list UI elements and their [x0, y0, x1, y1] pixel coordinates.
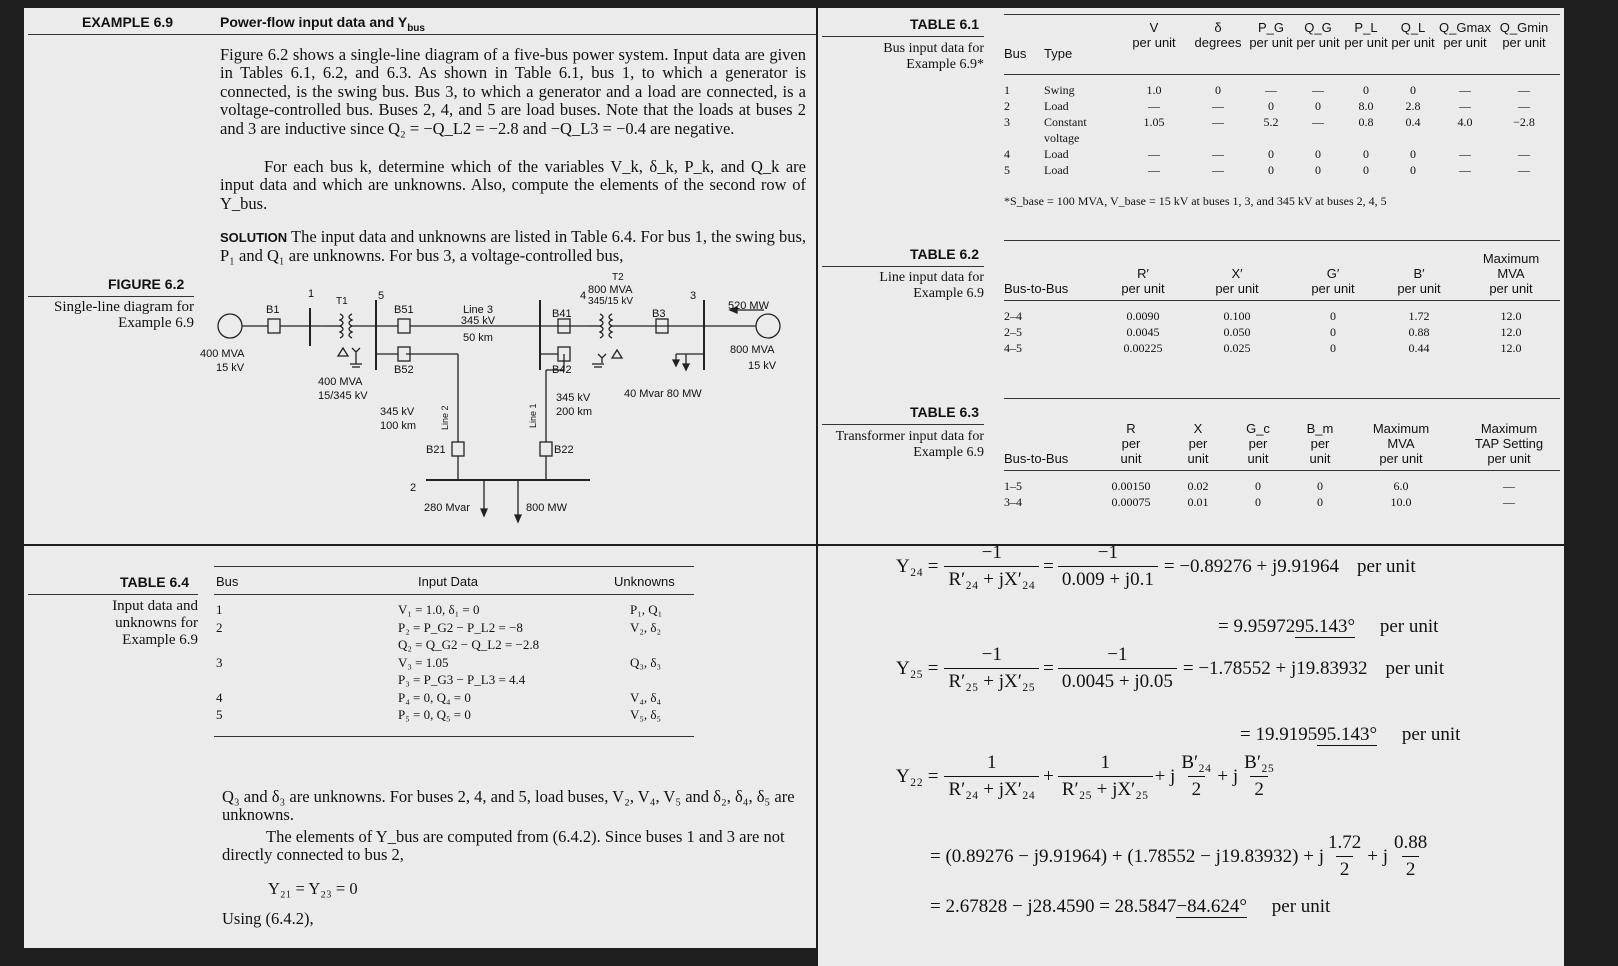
table63-header-text: per — [1121, 436, 1141, 451]
table61-header-text: P_L — [1354, 20, 1378, 35]
table64-unknowns-cell: V₅, δ₅ — [630, 707, 662, 722]
table63-header-text: Maximum — [1372, 421, 1430, 436]
table63-header-text: Maximum — [1480, 421, 1538, 436]
table63-cell: — — [1503, 495, 1515, 509]
solution-label: SOLUTION — [220, 230, 288, 245]
table61-cell: 3 — [1004, 115, 1010, 129]
table61-cell: 0 — [1315, 163, 1321, 177]
diag-p520-label: 520 MW — [728, 300, 769, 312]
table63-header-text: per — [1248, 436, 1268, 451]
table61-cell: — — [1148, 147, 1160, 161]
table61-cell: 0.4 — [1405, 115, 1421, 129]
table62-header-text: B′ — [1413, 266, 1425, 281]
table61-cell: 5.2 — [1263, 115, 1279, 129]
table61-header-text: per unit — [1344, 35, 1388, 50]
example-panel — [24, 8, 816, 544]
table61-cell: — — [1518, 83, 1530, 97]
table61-cell: Load — [1044, 99, 1069, 113]
table61-cell: 0 — [1268, 147, 1274, 161]
table61-cell: — — [1312, 115, 1324, 129]
diag-t1-rating: 400 MVA — [318, 376, 363, 388]
diag-b41-label: B41 — [552, 308, 572, 320]
table62-header-text: per unit — [1397, 281, 1441, 296]
table61-cell: 5 — [1004, 163, 1010, 177]
table64-bus-cell: 2 — [216, 619, 223, 635]
table61-cell: — — [1212, 147, 1224, 161]
continuation-text-1: Q₃ and δ₃ are unknowns. For buses 2, 4, and 5, load buses, V₂, V₄, V₅ and δ₂, δ₄, δ₅ are unknowns. — [222, 787, 795, 825]
diag-b3-label: B3 — [652, 308, 666, 320]
table62-cell: 4–5 — [1004, 341, 1022, 355]
table64-unknowns-cell: Q₃, δ₃ — [630, 654, 662, 670]
table63-caption: Transformer input data for Example 6.9 — [835, 429, 984, 460]
table61-cell: 2 — [1004, 99, 1010, 113]
eq-y25-frac2: $\frac{-1}{0.0045 + j0.05}$ — [1058, 644, 1177, 693]
table61-header-cell — [1044, 46, 1124, 61]
diag-g3-rating: 800 MVA — [730, 344, 775, 356]
table64-input-cell: V₃ = 1.05 — [398, 654, 449, 670]
eq-y25-frac1: $\frac{-1}{\text{R′₂₅ + jX′₂₅}}$ — [944, 644, 1039, 693]
table61-header-text: per unit — [1391, 35, 1435, 50]
table63-header-cell — [1290, 421, 1350, 466]
diag-b42-label: B42 — [552, 364, 572, 376]
table61-header-cell — [1390, 20, 1436, 50]
table61-cell: 1 — [1004, 83, 1010, 97]
breaker-b22-symbol — [540, 442, 552, 456]
table61-header-cell — [1124, 20, 1184, 50]
table63-header-cell — [1228, 421, 1288, 466]
diag-p800-label: 800 MW — [526, 502, 567, 514]
equations-panel — [818, 546, 1564, 966]
table64-input-cell: P₃ = P_G3 − P_L3 = 4.4 — [398, 672, 526, 687]
table63-cell: 0.02 — [1187, 479, 1209, 493]
table64-head-unknowns: Unknowns — [614, 574, 675, 589]
diag-b1-label: B1 — [266, 304, 280, 316]
table61-cell: — — [1148, 163, 1160, 177]
table62-header-cell — [1004, 281, 1094, 296]
table63-header-text: X — [1193, 421, 1203, 436]
table62-cell: 0.050 — [1223, 325, 1251, 339]
table61-header-text: degrees — [1194, 35, 1242, 50]
table63-header-text: per unit — [1487, 451, 1531, 466]
table61-cell: 0.8 — [1358, 115, 1374, 129]
table61-header-text: Q_Gmax — [1438, 20, 1491, 35]
table64-input-cell: V₁ = 1.0, δ₁ = 0 — [398, 602, 480, 617]
table63-cell: 0.00150 — [1111, 479, 1151, 493]
table62-header-cell — [1464, 251, 1558, 296]
table62-cell: 2–4 — [1004, 309, 1022, 323]
example-title: Power-flow input data and $Y_{bus}$ — [220, 14, 425, 34]
table62-header-text: per unit — [1121, 281, 1165, 296]
table62-cell: 1.72 — [1408, 309, 1430, 323]
table61-header-text: δ — [1214, 20, 1222, 35]
table61-cell: — — [1212, 99, 1224, 113]
table61-cell: — — [1518, 147, 1530, 161]
eq-y24-polar: = 9.9597295.143° per unit — [1218, 616, 1439, 637]
title-rule — [28, 34, 816, 35]
table61-cell: Constant voltage — [1044, 115, 1087, 145]
table61-cell: 0 — [1268, 99, 1274, 113]
diag-line1-label: Line 1 — [528, 403, 538, 428]
table63-header-text: per — [1310, 436, 1330, 451]
table61-header-text: Q_Gmin — [1499, 20, 1549, 35]
table61-header-cell — [1436, 20, 1494, 50]
intro-paragraph: Figure 6.2 shows a single-line diagram of a five-bus power system. Input data are given in Tables 6.1, 6.2, and 6.3. As shown in Table 6.1, bus 1, to which a generator is connected, is the swing bus. Bus 3, to which a generator and a load are connected, is a voltage-controlled bus. Buses 2, 4, and 5 are load buses. Note that the loads at buses 2 and 3 are inductive since Q₂ = −Q_L2 = −2.8 and −Q_L3 = −0.4 are negative. — [220, 45, 806, 138]
table62-cell: 2–5 — [1004, 325, 1022, 339]
diag-line1-voltage: 345 kV — [556, 392, 591, 404]
diag-g1-rating: 400 MVA — [200, 348, 245, 360]
diag-t2-rating: 800 MVA — [588, 284, 633, 296]
table62-header-text: Bus-to-Bus — [1004, 281, 1069, 296]
table64-head-bus: Bus — [216, 574, 239, 589]
table61-cell: — — [1459, 163, 1471, 177]
diag-q280-label: 280 Mvar — [424, 502, 470, 514]
table64-unknowns-cell: P₁, Q₁ — [630, 602, 663, 617]
figure-rule — [28, 296, 194, 297]
diag-line2-length: 100 km — [380, 420, 417, 432]
table61-cell: 0 — [1315, 99, 1321, 113]
generator-1-symbol — [218, 314, 242, 338]
diag-line2-label: Line 2 — [440, 405, 450, 430]
table61-header-text: Q_L — [1400, 20, 1426, 35]
eq-y22-row: Y₂₂ = $\frac{1}{\text{R′₂₄ + jX′₂₄}}$ + $\frac{1}{\text{R′₂₅ + jX′₂₅}}$ + j $\frac{\text{B′₂₄}}{2}$ + j $\frac{\text{B′₂₅}}{2}$ — [896, 752, 1278, 801]
table61-cell: Swing — [1044, 83, 1075, 97]
table63-label: TABLE 6.3 — [910, 404, 979, 420]
table61-header-text: Bus — [1004, 46, 1027, 61]
table61-cell: 0 — [1363, 163, 1369, 177]
table61-header-text: V — [1149, 20, 1159, 35]
table62-cell: 0 — [1330, 325, 1336, 339]
diag-t1-label: T1 — [336, 296, 348, 307]
single-line-diagram — [200, 270, 800, 540]
table62-header-text: per unit — [1215, 281, 1259, 296]
table62-header-cell — [1376, 266, 1462, 296]
table61-cell: −2.8 — [1513, 115, 1535, 129]
table62-cell: 0.44 — [1408, 341, 1430, 355]
table62-cell: 0 — [1330, 309, 1336, 323]
table63-header-text: unit — [1309, 451, 1331, 466]
table61-cell: Load — [1044, 163, 1069, 177]
table62-header-text: per unit — [1489, 281, 1533, 296]
table61-header-text: Type — [1044, 46, 1073, 61]
table61-cell: — — [1518, 99, 1530, 113]
table63-cell: 0 — [1255, 479, 1261, 493]
table63-cell: 3–4 — [1004, 495, 1022, 509]
table61-cell: — — [1212, 163, 1224, 177]
diag-bus1-label: 1 — [308, 288, 315, 300]
eq-y25-row: Y₂₅ = $\frac{-1}{\text{R′₂₅ + jX′₂₅}}$ = $\frac{-1}{0.0045 + j0.05}$ = −1.78552 + j19.83932 per unit — [896, 644, 1445, 692]
eq-y22-result: = 2.67828 − j28.4590 = 28.5847−84.624° per unit — [930, 896, 1331, 917]
table62-cell: 12.0 — [1500, 325, 1522, 339]
eq-y22-frac2: $\frac{1}{\text{R′₂₅ + jX′₂₅}}$ — [1058, 752, 1153, 801]
table61-cell: 0 — [1268, 163, 1274, 177]
table61-header-row — [1004, 20, 1560, 72]
diag-b52-label: B52 — [394, 364, 414, 376]
diag-b22-label: B22 — [554, 444, 574, 456]
table61-label: TABLE 6.1 — [910, 16, 979, 32]
table61-caption: Bus input data for Example 6.9* — [883, 41, 984, 72]
eq-y24-row: Y₂₄ = $\frac{-1}{\text{R′₂₄ + jX′₂₄}}$ = $\frac{-1}{0.009 + j0.1}$ = −0.89276 + j9.91964 per unit — [896, 546, 1416, 591]
table61-cell: — — [1518, 163, 1530, 177]
table61-header-cell — [1248, 20, 1294, 50]
table61-cell: — — [1459, 147, 1471, 161]
table62-cell: 0.0090 — [1126, 309, 1160, 323]
table63-header-cell — [1004, 451, 1090, 466]
table62-header-text: R′ — [1137, 266, 1149, 281]
table63-header-text: unit — [1247, 451, 1269, 466]
table62-header-text: MVA — [1497, 266, 1525, 281]
diag-bus2-label: 2 — [410, 482, 417, 494]
table64-unknowns-cell: V₄, δ₄ — [630, 689, 662, 705]
table61-header-cell — [1188, 20, 1248, 50]
diag-bus5-label: 5 — [378, 290, 385, 302]
table63-header-cell — [1094, 421, 1168, 466]
breaker-b51-symbol — [398, 319, 410, 333]
table64-input-cell: P₅ = 0, Q₅ = 0 — [398, 707, 471, 722]
eq-y24-frac2: $\frac{-1}{0.009 + j0.1}$ — [1058, 546, 1158, 591]
table61-cell: 8.0 — [1358, 99, 1374, 113]
table64-panel — [24, 546, 816, 948]
table63-header-text: per unit — [1379, 451, 1423, 466]
table61-cell: 0 — [1315, 147, 1321, 161]
table62-cell: 0.88 — [1408, 325, 1430, 339]
table63-header-cell — [1170, 421, 1226, 466]
table63-cell: 0.01 — [1187, 495, 1209, 509]
table62-header-cell — [1194, 266, 1280, 296]
solution-paragraph: SOLUTION The input data and unknowns are listed in Table 6.4. For bus 1, the swing bus, P₁ and Q₁ are unknowns. For bus 3, a voltage-controlled bus, — [220, 227, 807, 266]
diag-t2-voltage: 345/15 kV — [588, 296, 634, 307]
table61-header-cell — [1294, 20, 1342, 50]
eq-y22-frac1: $\frac{1}{\text{R′₂₄ + jX′₂₄}}$ — [944, 752, 1039, 801]
table62-label: TABLE 6.2 — [910, 246, 979, 262]
table64-top-rule — [214, 566, 694, 567]
table61-header-text: per unit — [1249, 35, 1293, 50]
table63-cell: 0 — [1255, 495, 1261, 509]
eq-y22-frac-088: $\frac{0.88}{2}$ — [1393, 832, 1428, 880]
table62-caption: Line input data for Example 6.9 — [879, 270, 984, 301]
table61-cell: — — [1212, 115, 1224, 129]
breaker-b1-symbol — [268, 319, 280, 333]
table62-cell: 0.00225 — [1123, 341, 1163, 355]
table63-header-text: B_m — [1306, 421, 1334, 436]
table61-cell: 1.05 — [1143, 115, 1165, 129]
table61-cell: 0 — [1363, 83, 1369, 97]
diag-line2-voltage: 345 kV — [380, 406, 415, 418]
table61-header-text: per unit — [1296, 35, 1340, 50]
table64-label: TABLE 6.4 — [120, 574, 189, 590]
table61-cell: — — [1459, 99, 1471, 113]
diag-g1-voltage: 15 kV — [216, 362, 245, 374]
table63-header-row — [1004, 404, 1560, 466]
table62-cell: 0.025 — [1223, 341, 1251, 355]
table63-header-cell — [1356, 421, 1446, 466]
eq-y25-polar: = 19.919595.143° per unit — [1240, 724, 1461, 745]
table63-header-text: MVA — [1387, 436, 1415, 451]
figure-caption: Single-line diagram for Example 6.9 — [54, 299, 194, 331]
diag-line3-voltage: 345 kV — [460, 315, 496, 327]
table61-header-cell — [1494, 20, 1554, 50]
example-label: EXAMPLE 6.9 — [82, 14, 174, 30]
table63-header-text: G_c — [1246, 421, 1270, 436]
table62-header-text: G′ — [1326, 266, 1340, 281]
diag-g3-voltage: 15 kV — [748, 360, 777, 372]
table61-cell: — — [1459, 83, 1471, 97]
diag-line3-label: Line 3 — [463, 304, 493, 316]
table63-header-cell — [1460, 421, 1558, 466]
diag-t2-label: T2 — [612, 272, 624, 283]
table63-cell: 6.0 — [1393, 479, 1409, 493]
table61-cell: 0 — [1410, 83, 1416, 97]
eq-y22-frac4: $\frac{\text{B′₂₅}}{2}$ — [1244, 752, 1275, 800]
table61-cell: 4 — [1004, 147, 1010, 161]
eq-y22-frac3: $\frac{\text{B′₂₄}}{2}$ — [1181, 752, 1212, 800]
table64-input-cell: P₂ = P_G2 − P_L2 = −8 — [398, 619, 523, 635]
table62-header-row — [1004, 246, 1560, 296]
table63-header-text: per — [1188, 436, 1208, 451]
table63-cell: 1–5 — [1004, 479, 1022, 493]
table61-header-text: per unit — [1443, 35, 1487, 50]
table64-bus-cell: 3 — [216, 654, 223, 670]
eq-y24-frac1: $\frac{-1}{\text{R′₂₄ + jX′₂₄}}$ — [944, 546, 1039, 591]
table61-label-rule — [822, 36, 984, 37]
table61-cell: Load — [1044, 147, 1069, 161]
table61-cell: 0 — [1410, 147, 1416, 161]
table63-cell: 0 — [1317, 479, 1323, 493]
table61-header-text: per unit — [1132, 35, 1176, 50]
table61-header-cell — [1342, 20, 1390, 50]
using-text: Using (6.4.2), — [222, 909, 314, 928]
diag-bus4-label: 4 — [580, 290, 587, 302]
table61-header-cell — [1004, 46, 1040, 61]
table61-header-text: per unit — [1502, 35, 1546, 50]
table61-cell: 4.0 — [1457, 115, 1473, 129]
table61-cell: 1.0 — [1146, 83, 1162, 97]
diag-t1-voltage: 15/345 kV — [318, 390, 368, 402]
table64-input-cell: P₄ = 0, Q₄ = 0 — [398, 689, 471, 705]
transformer-t2-primary — [600, 314, 603, 338]
table61-cell: — — [1148, 99, 1160, 113]
table63-header-text: unit — [1120, 451, 1142, 466]
generator-3-symbol — [756, 314, 780, 338]
table63-header-text: unit — [1187, 451, 1209, 466]
table62-cell: 0 — [1330, 341, 1336, 355]
table61-cell: — — [1265, 83, 1277, 97]
table63-cell: 0.00075 — [1111, 495, 1151, 509]
eq-y22-expansion: = (0.89276 − j9.91964) + (1.78552 − j19.83932) + j $\frac{1.72}{2}$ + j $\frac{0.88}{2}$ — [930, 832, 1431, 881]
table62-cell: 12.0 — [1500, 341, 1522, 355]
diag-line3-length: 50 km — [463, 332, 493, 344]
table61-cell: 0 — [1215, 83, 1221, 97]
diag-load3-label: 40 Mvar 80 MW — [624, 388, 702, 400]
table63-header-text: TAP Setting — [1474, 436, 1544, 451]
figure-label: FIGURE 6.2 — [108, 276, 185, 292]
table63-header-text: R — [1126, 421, 1136, 436]
continuation-text-2: The elements of Y_bus are computed from (6.4.2). Since buses 1 and 3 are not directly connected to bus 2, — [222, 827, 785, 865]
table61-footnote: *S_base = 100 MVA, V_base = 15 kV at buses 1, 3, and 345 kV at buses 2, 4, 5 — [1004, 194, 1387, 208]
task-paragraph: For each bus k, determine which of the variables V_k, δ_k, P_k, and Q_k are input data and which are unknowns. Also, compute the elements of the second row of Y_bus. — [220, 157, 806, 213]
table62-header-cell — [1100, 266, 1186, 296]
table62-header-cell — [1290, 266, 1376, 296]
table64-caption: Input data and unknowns for Example 6.9 — [112, 598, 198, 648]
table62-label-rule — [822, 266, 984, 267]
table64-bottom-rule — [214, 736, 694, 737]
table64-unknowns-cell: V₂, δ₂ — [630, 619, 662, 635]
diag-b51-label: B51 — [394, 304, 414, 316]
table62-cell: 12.0 — [1500, 309, 1522, 323]
table64-bus-cell: 5 — [216, 707, 223, 722]
table64-label-rule — [28, 594, 198, 595]
table62-cell: 0.100 — [1223, 309, 1251, 323]
table61-header-text: Q_G — [1304, 20, 1332, 35]
table61-cell: 0 — [1363, 147, 1369, 161]
table64-input-cell: Q₂ = Q_G2 − Q_L2 = −2.8 — [398, 637, 540, 652]
table64-bus-cell: 4 — [216, 689, 223, 705]
table64-head-input: Input Data — [418, 574, 478, 589]
tables-panel — [818, 8, 1564, 544]
transformer-t1-primary — [340, 314, 343, 338]
diag-b21-label: B21 — [426, 444, 446, 456]
table64-bus-cell: 1 — [216, 602, 223, 617]
eq-y22-frac-172: $\frac{1.72}{2}$ — [1327, 832, 1362, 880]
table61-cell: 0 — [1410, 163, 1416, 177]
table61-cell: — — [1312, 83, 1324, 97]
table63-cell: 0 — [1317, 495, 1323, 509]
table63-header-text: Bus-to-Bus — [1004, 451, 1069, 466]
table64-head-rule — [214, 594, 694, 595]
table62-header-text: Maximum — [1482, 251, 1540, 266]
table63-label-rule — [822, 424, 984, 425]
eq-y21: Y₂₁ = Y₂₃ = 0 — [268, 879, 358, 898]
table62-header-text: X′ — [1231, 266, 1243, 281]
diag-line1-length: 200 km — [556, 406, 593, 418]
table63-cell: — — [1503, 479, 1515, 493]
table63-cell: 10.0 — [1390, 495, 1412, 509]
table61-header-text: P_G — [1257, 20, 1284, 35]
breaker-b21-symbol — [452, 442, 464, 456]
table62-cell: 0.0045 — [1126, 325, 1160, 339]
diag-bus3-label: 3 — [690, 290, 697, 302]
table61-cell: 2.8 — [1405, 99, 1421, 113]
table62-header-text: per unit — [1311, 281, 1355, 296]
